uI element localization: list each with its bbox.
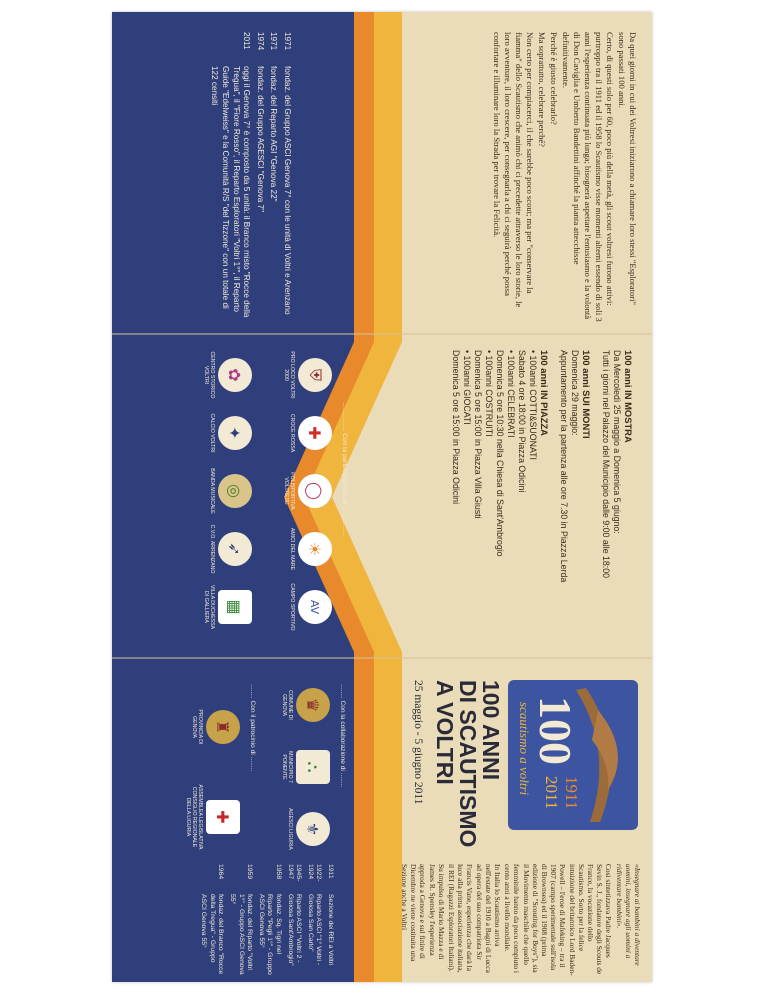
partner-logo: ✚ CROCE ROSSA [289,408,332,458]
partner-logo: ☀ AMICI DEL MARE [289,524,332,574]
brochure-spread [112,12,652,982]
intro-paragraph: Non certo per compiacerci, il che sarebbe poco scout; ma per "conservare la fiamma" dello Scautismo che animò chi ci precedette attraverso le loro storie, le loro avventure, il loro crescere, per consegnarla a chi ci seguirà perché possa confortare e illuminare loro la Strada per trovare la Felicità. [492,32,535,308]
logo-tagline: scautismo a voltri [517,702,532,796]
partner-logo: ✿ CENTRO STORICO VOLTRI [203,350,252,400]
collaboration-logo: ♛ COMUNE DI GENOVA [281,680,330,730]
square-logo-icon: ▦ [218,590,252,624]
history-row: 1945-1947 Riparto ASCI "Voltri 2 - Gioiosa Sant'Ambrogio" [286,864,303,966]
history-row: 1958 fondaz. Sq. Tigri nel Riparto "Pegli 1°" - Gruppo ASCI Genova 55° [257,864,283,975]
history-timeline-left [206,32,292,322]
origins-paragraph: In Italia lo Scautismo arriva nell'estate del 1910 a Bagni di Lucca ad opera del suo compatriota Sir Francis Vane, esperienza che darà la luce alla prima associazione italiana, il REI (Ragazzi Esploratori Italiani). [446,864,502,973]
intro-paragraph: Da quei giorni in cui dei Voltresi iniziarono a chiamare loro stessi "Esploratori" sono passati 100 anni. [617,32,638,306]
region-flag-icon: ✚ [206,800,240,834]
patronage-logo: ♜ PROVINCIA DI GENOVA [191,702,240,752]
circle-logo-icon: ◯ [298,474,332,508]
event-title: 100 anni SUI MONTI [581,350,592,439]
patronage-logo: ✚ ASSEMBLEA LEGISLATIVA CONSIGLIO REGIONALE DELLA LIGURIA [184,782,240,852]
intro-paragraph: Perché è giusto celebrarlo? [549,32,559,125]
intro-text [490,32,638,322]
partner-logo: ◯ POLISPORTIVA VOLTRESE [283,466,332,516]
collaboration-label: ........ Con la collaborazione di ........ [339,684,346,788]
municipio-crest-icon: ⛬ [296,750,330,784]
crest-icon: ⛨ [298,358,332,392]
partner-logo: ▦ VILLA DUCHESSA DI GALLIERA [203,582,252,632]
province-crest-icon: ♜ [206,710,240,744]
history-row: 1959 fondaz. del Riparto "Voltri 1°" - Gruppo ASCI Genova 55° [229,864,254,975]
partners-label: ................ Con la partecipazione di ................ [341,402,348,536]
partner-logo: ✦ CALCIO VOLTRI [209,408,252,458]
history-row: 2011 oggi il Genova 7° è composto da 5 unità: il Branco misto "Rocce della Tregua", il "Fiore Rosso", il Reparto Esploratori "Voltri 1°", il Reparto Guide "Edelweiss" e la Comunità R/S "del Tizzone" con un totale di 122 censiti [210,32,252,318]
event-dates: 25 maggio - 5 giugno 2011 [412,680,424,805]
history-row: 1964 fondaz. del Branco "Rocce della Tregua" - Gruppo ASCI Genova 55° [200,864,225,975]
collaboration-logo: ⚜ AGESCI LIGURIA [287,804,330,854]
bird-logo-icon: ➶ [218,532,252,566]
fleur-de-lis-icon: ⚜ [296,812,330,846]
events-program: 100 anni IN MOSTRA Da Mercoledì 25 maggio a Domenica 5 giugno: Tutti i giorni nel Palazzo del Municipio dalle 9:00 alle 18:00 100 anni SUI MONTI Domenica 29 maggio: Appuntamento per la partenza alle ore 7.30 in Piazza Lerda 100 anni IN PIAZZA • 100anni COTTI&SUONATI Sabato 4 ore 18:00 in Piazza Odicini • 100anni CELEBRATI Domenica 5 ore 10:30 nella Chiesa di Sant'Ambrogio • 100anni COSTRUITI Domenica 5 ore 15:00 in Piazza Villa Giusti • 100anni GIOCATI Domenica 5 ore 15:00 in Piazza Odicini [450,350,642,640]
logo-anniversary: 100 [530,696,581,765]
origins-paragraph: Su impulso di Mario Mazza e di James R. Spensley l'esperienza approda a Genova e sul finire di Dicembre ne viene costituita una Sezione anche a Voltri [399,864,446,962]
lettering-logo-icon: AV [298,590,332,624]
history-row: 1971 fondaz. del Gruppo ASCI Genova 7° con le unità di Voltri e Arenzano [283,32,292,315]
partner-logo: ➶ C.V.O. ARRENZANO [209,524,252,574]
red-cross-icon: ✚ [298,416,332,450]
figure-logo-icon: ✿ [218,358,252,392]
sun-logo-icon: ☀ [298,532,332,566]
origins-text [399,864,642,976]
history-row: 1974 fondaz. del Gruppo AGESCI "Genova 7" [255,32,265,212]
main-title: 100 ANNI DI SCAUTISMO A VOLTRI [432,680,504,848]
logo-year-from: 1911 [562,776,581,810]
partner-logo: ⛨ PRO LOCO VOLTRI 2000 [283,350,332,400]
partner-logo: AV CAMPO SPORTIVO [289,582,332,632]
origins-quote: «Insegnare ai bambini a diventare uomini, insegnare agli uomini a ridiventare bambini». [614,864,642,966]
history-timeline-right [196,864,334,976]
intro-paragraph: Certo, di questi solo per 60, poco più della metà, gli scout voltresi furono attivi: purtroppo tra il 1911 ed il 1958 lo Scautismo visse momenti alterni essendo di soli 3 anni l'esperienza continuata più lunga; bisognerà aspettare l'entusiasmo e la volontà di Don Caviglia e Umberto Bandettini affinché la pianta attecchisse definitivamente. [561,32,615,322]
history-row: 1971 fondaz. del Reparto AGI "Genova 22" [269,32,279,202]
city-crest-icon: ♛ [296,688,330,722]
history-row: 1911 Sezione dei REI a Voltri [327,864,334,966]
patronage-label: ........ Con il patrocinio di ........ [249,684,256,772]
brochure-sheet [112,12,652,982]
logo-year-to: 2011 [542,776,561,810]
centenary-logo [508,680,638,830]
intro-paragraph: Ma soprattutto, celebrare perché? [537,32,547,148]
event-title: 100 anni IN PIAZZA [539,350,550,436]
badge-logo-icon: ✦ [218,416,252,450]
ring-logo-icon: ◎ [218,474,252,508]
collaboration-logo: ⛬ MUNICIPIO 7 PONENTE [281,742,330,792]
event-title: 100 anni IN MOSTRA [623,350,634,443]
history-row: 1922-1924 Riparto ASCI "1° Voltri - Gioiosa San Carlo" [306,864,323,966]
partner-logo: ◎ BANDA MUSICALE [209,466,252,516]
origins-paragraph: Così sintetizzava Padre Jacques Sevin S. J., fondatore degli Scouts de France, la vocazione dello Scautismo. Sorto per la felice intuizione del britannico Lord Baden-Powell – l'eroe di Mafeking – tra il 1907 (campo sperimentale sull'isola di Brownsea) ed il 1908 (prima edizione di "Scouting for Boys"), sia il Movimento maschile che quello femminile hanno da poco compiuto i cento anni a livello mondiale. [503,864,614,976]
